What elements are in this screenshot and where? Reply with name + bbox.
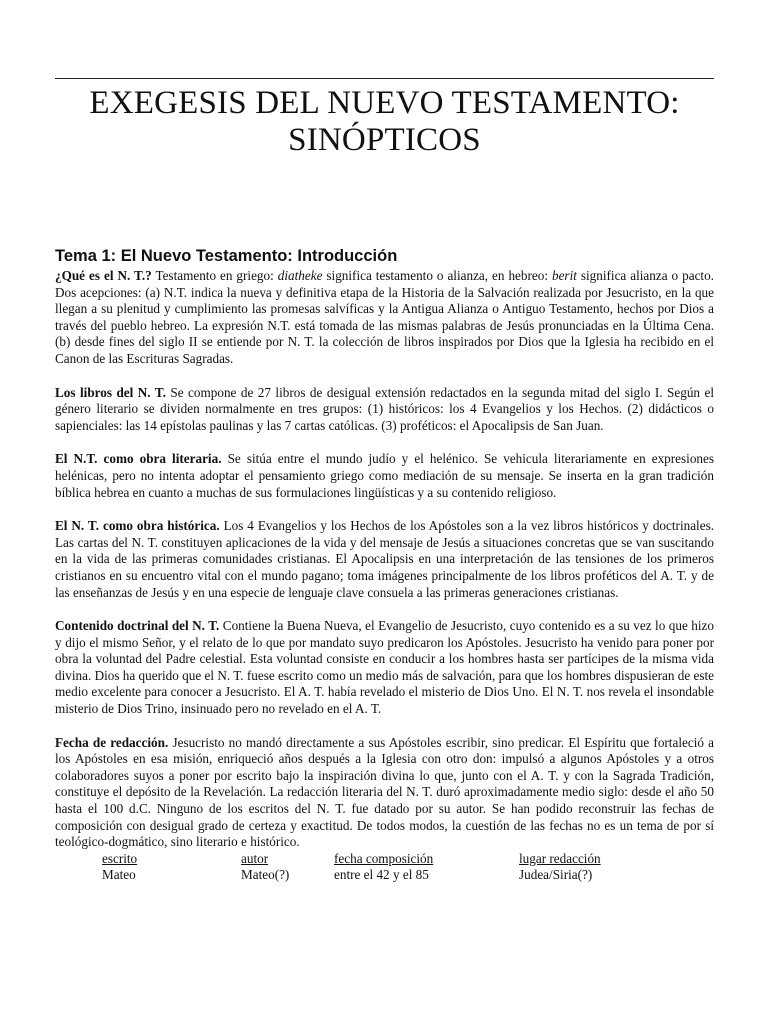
table-row (102, 867, 669, 884)
paragraph-text: Testamento en griego: (151, 268, 278, 283)
table-cell: entre el 42 y el 85 (334, 867, 429, 883)
document-title (55, 85, 714, 159)
column-header-autor: autor (241, 850, 269, 866)
italic-term: diatheke (277, 268, 323, 283)
paragraph-libros (55, 385, 714, 435)
section-title: Tema 1: El Nuevo Testamento: Introducción (55, 247, 398, 265)
paragraph-obra-literaria (55, 451, 714, 501)
title-line-2: SINÓPTICOS (288, 122, 481, 158)
paragraph-text: Se compone de 27 libros de desigual extensión redactados en la segunda mitad del siglo I. Según el género literario se dividen normalmente en tres grupos: (1) históricos: los 4 Evangelios y los Hechos. (2) didácticos o sapienciales: las 14 epístolas paulinas y las 7 cartas católicas. (3) proféticos: el Apocalipsis de San Juan. (55, 384, 714, 433)
paragraph-que-es (55, 268, 714, 368)
column-header-fecha: fecha composición (334, 850, 434, 866)
writings-table (102, 851, 669, 884)
top-rule (55, 78, 714, 79)
paragraph-lead: El N.T. como obra literaria. (55, 451, 222, 467)
paragraph-contenido-doctrinal (55, 618, 714, 718)
column-header-lugar: lugar redacción (519, 850, 601, 866)
paragraph-lead: Fecha de redacción. (55, 734, 169, 750)
paragraph-text: Jesucristo no mandó directamente a sus Apóstoles escribir, sino predicar. El Espíritu que fortaleció a los Apóstoles en esa misión, enriqueció años después a la Iglesia con otro don: impulsó a algunos Apóstoles y a otros colaboradores suyos a poner por escrito bajo la inspiración divina lo que, junto con el A. T. y con la Sagrada Tradición, constituye el depósito de la Revelación. La redacción literaria del N. T. duró aproximadamente medio siglo: desde el año 50 hasta el 100 d.C. Ninguno de los escritos del N. T. fue datado por su autor. Se han podido reconstruir las fechas de composición con desigual grado de certeza y exactitud. De todos modos, la cuestión de las fechas no es un tema de por sí teológico-dogmático, sino literario e histórico. (55, 734, 715, 850)
table-cell: Mateo (102, 867, 136, 883)
column-header-escrito: escrito (102, 850, 138, 866)
paragraph-text: Se sitúa entre el mundo judío y el helénico. Se vehicula literariamente en expresiones helénicas, pero no intenta adoptar el pensamiento griego como mediación de su mensaje. Se inserta en la gran tradición bíblica hebrea en cuanto a muchas de sus formulaciones lingüísticas y a su contenido religioso. (55, 451, 714, 500)
paragraph-lead: El N. T. como obra histórica. (55, 518, 220, 534)
document-page (55, 78, 714, 884)
paragraph-lead: Contenido doctrinal del N. T. (55, 618, 220, 634)
italic-term: berit (551, 268, 577, 283)
paragraph-obra-historica (55, 518, 714, 601)
paragraph-lead: Los libros del N. T. (55, 384, 166, 400)
paragraph-lead: ¿Qué es el N. T.? (55, 268, 152, 283)
table-header-row (102, 851, 669, 868)
paragraph-text: significa alianza o pacto. Dos acepciones: (a) N.T. indica la nueva y definitiva etapa de la Historia de la Salvación realizada por Jesucristo, en la que llegan a su plenitud y cumplimiento las promesas salvíficas y la Antigua Alianza o Antiguo Testamento, hechos por Dios a través del pueblo hebreo. La expresión N.T. está tomada de las mismas palabras de Jesús pronunciadas en la Última Cena. (b) desde fines del siglo II se entiende por N. T. la colección de libros inspirados por Dios que la Iglesia ha recibido en el Canon de las Escrituras Sagradas. (55, 268, 714, 366)
paragraph-text: Contiene la Buena Nueva, el Evangelio de Jesucristo, cuyo contenido es a su vez lo que hizo y dijo el mismo Señor, y el relato de lo que por mandato suyo predicaron los Apóstoles. Jesucristo ha venido para poner por obra la voluntad del Padre celestial. Esta voluntad consiste en conducir a los hombres hasta ser partícipes de la misma vida divina. Dios ha querido que el N. T. fuese escrito como un medio más de salvación, para que los hombres dispusieran de este medio excelente para conocer a Jesucristo. El A. T. había revelado el misterio de Dios Uno. El N. T. nos revela el insondable misterio de Dios Trino, insinuado pero no revelado en el A. T. (55, 618, 714, 717)
title-line-1: EXEGESIS DEL NUEVO TESTAMENTO: (89, 85, 680, 121)
paragraph-fecha-redaccion (55, 735, 714, 851)
table-cell: Mateo(?) (241, 867, 290, 883)
paragraph-text: Los 4 Evangelios y los Hechos de los Apóstoles son a la vez libros históricos y doctrinales. Las cartas del N. T. constituyen aplicaciones de la vida y del mensaje de Jesús a situaciones concretas que se van suscitando en la vida de las primeras comunidades cristianas. El Apocalipsis en una interpretación de las tensiones de los primeros cristianos en su encuentro vital con el mundo pagano; toma imágenes principalmente de los libros proféticos del A. T. y de las enseñanzas de Jesús y en una especie de lenguaje clave consuela a las primeras generaciones cristianas. (55, 518, 714, 600)
table-cell: Judea/Siria(?) (519, 867, 593, 883)
paragraph-text: significa testamento o alianza, en hebreo: (322, 268, 552, 283)
